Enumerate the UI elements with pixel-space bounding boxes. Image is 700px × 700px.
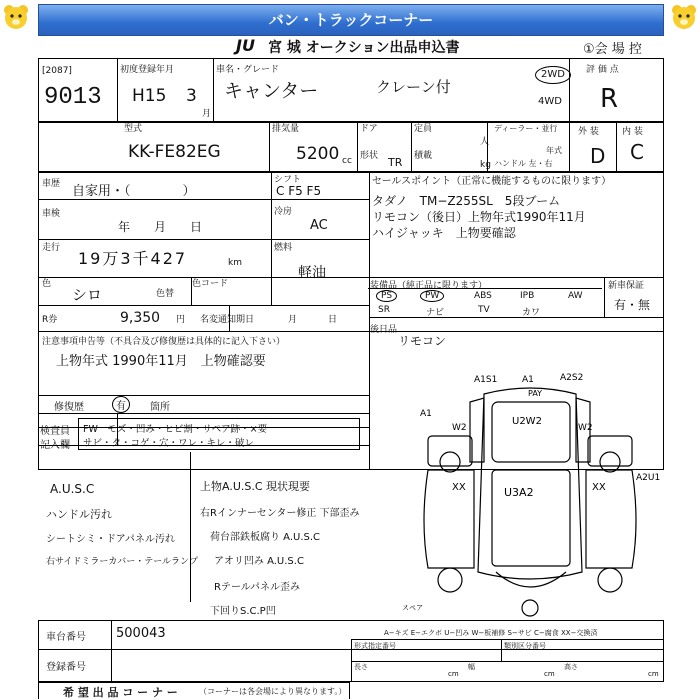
handle-label: ハンドル 左・右	[494, 159, 553, 168]
recycle-unit: 円	[176, 315, 186, 325]
remark-left: ハンドル汚れ	[46, 508, 112, 521]
diagram-mark: U3A2	[504, 486, 534, 499]
inspection-value: 年 月 日	[118, 220, 203, 234]
height-unit: cm	[648, 670, 659, 678]
aircon-label: 冷房	[274, 207, 293, 217]
history-label: 車歴	[42, 179, 61, 189]
diagram-mark: A2U1	[636, 473, 661, 483]
class-number-label: 類別区分番号	[504, 642, 546, 650]
remarks-divider	[190, 452, 191, 602]
interior-label: 内 装	[622, 127, 643, 137]
displacement-value: 5200	[296, 144, 340, 164]
shift-label: シフト	[274, 175, 302, 185]
diagram-mark: W2	[452, 423, 467, 433]
diagram-mark: U2W2	[512, 416, 542, 427]
drive-2wd: 2WD	[535, 66, 571, 84]
first-reg-month: 3	[186, 86, 197, 106]
fuel-label: 燃料	[274, 243, 293, 253]
displacement-label: 排気量	[272, 124, 300, 134]
width-unit: cm	[544, 670, 555, 678]
chassis-number: 500043	[116, 626, 166, 641]
dealer-label: ディーラー・並行	[494, 124, 558, 133]
repair-label: 修復歴	[54, 402, 84, 413]
equipment-grid	[368, 288, 602, 319]
sales-point-line: ハイジャッキ 上物要確認	[372, 226, 516, 240]
equipment-abs: ABS	[474, 291, 492, 301]
mileage-label: 走行	[42, 243, 61, 253]
later-items-value: リモコン	[398, 334, 447, 348]
vehicle-name: キャンター	[224, 80, 319, 102]
capacity-label: 定員	[414, 124, 433, 134]
equipment-ipb: IPB	[520, 291, 535, 301]
shape-value: TR	[388, 156, 403, 169]
length-unit: cm	[448, 670, 459, 678]
inspection-row2: サビ・タ・コゲ・穴・ワレ・キレ・破レ	[83, 438, 254, 449]
year-label: 年式	[546, 146, 562, 155]
sales-points-label: セールスポイント（正常に機能するものに限ります）	[372, 176, 612, 187]
corner-banner: バン・トラックコーナー	[38, 4, 664, 36]
inspection-label: 車検	[42, 209, 61, 219]
first-reg-label: 初度登録年月	[120, 65, 175, 75]
remark-left: 右サイドミラーカバー・テールランプ	[46, 557, 199, 567]
equipment-navi: ナビ	[426, 308, 445, 318]
exterior-label: 外 装	[578, 127, 599, 137]
diagram-mark: A2S2	[560, 373, 584, 383]
vehicle-damage-diagram	[400, 372, 672, 620]
tone-label: 色替	[156, 289, 175, 299]
displacement-unit: cc	[342, 156, 352, 166]
auction-title: 宮 城 オークション出品申込書	[268, 40, 460, 56]
fuel-value: 軽油	[298, 265, 326, 281]
inspection-grid	[78, 418, 360, 450]
tax-month: 月	[288, 315, 298, 325]
ju-logo: JU	[236, 36, 255, 55]
tax-day: 日	[328, 315, 338, 325]
notes-label: 注意事項申告等（不具合及び修復歴は具体的に記入下さい）	[42, 337, 286, 347]
model-value: KK-FE82EG	[128, 142, 221, 162]
lot-number: 9013	[44, 84, 102, 111]
footer-box	[38, 682, 350, 699]
tax-label: 名変通知期日	[200, 315, 255, 325]
sales-point-line: リモコン（後日）上物年式1990年11月	[372, 210, 586, 224]
equipment-sr: SR	[378, 305, 390, 315]
capacity-unit: 人	[480, 137, 490, 147]
remark-right: 上物A.U.S.C 現状現要	[200, 480, 311, 493]
copy-label: ①会 場 控	[583, 42, 642, 57]
width-label: 幅	[468, 663, 475, 671]
recorder-label: 記入欄	[40, 440, 70, 451]
code-label: [2087]	[42, 66, 72, 76]
name-label: 車名・グレード	[216, 65, 280, 75]
month-unit: 月	[202, 109, 212, 119]
equipment-aw: AW	[568, 291, 583, 301]
diagram-mark: A1	[522, 375, 534, 385]
length-label: 長さ	[354, 663, 368, 671]
color-label: 色	[42, 279, 52, 289]
color-value: シロ	[72, 286, 103, 304]
repair-places: 箇所	[150, 402, 170, 413]
diagram-mark: A1	[420, 409, 432, 419]
equipment-pw: PW	[420, 290, 444, 302]
equipment-leather: カワ	[522, 308, 541, 318]
inspector-label: 検査員	[40, 426, 70, 437]
chassis-label: 車台番号	[46, 632, 86, 643]
left-bear-logo	[2, 3, 30, 35]
height-label: 高さ	[564, 663, 578, 671]
equipment-tv: TV	[478, 305, 490, 315]
diagram-mark: W2	[578, 423, 593, 433]
repair-value: 有	[112, 396, 130, 413]
diagram-mark: PAY	[528, 389, 543, 398]
eval-label: 評 価 点	[586, 65, 619, 75]
load-label: 積載	[414, 151, 433, 161]
first-reg-era: H15	[132, 86, 167, 106]
remark-right: アオリ凹み A.U.S.C	[214, 556, 304, 567]
mileage-value: 19万3千427	[78, 249, 188, 268]
recycle-label: R券	[42, 315, 58, 325]
remark-left: A.U.S.C	[50, 482, 95, 496]
drive-4wd: 4WD	[538, 96, 562, 107]
diagram-mark: XX	[452, 482, 466, 493]
door-label: ドア	[360, 124, 378, 134]
footer-title: 希 望 出 品 コ ー ナ ー	[63, 686, 178, 699]
load-unit: kg	[480, 160, 491, 170]
model-label: 型式	[124, 124, 143, 134]
exterior-grade: D	[590, 144, 606, 168]
remark-right: 荷台部鉄板腐り A.U.S.C	[210, 532, 321, 543]
notes-text: 上物年式 1990年11月 上物確認要	[56, 354, 266, 369]
damage-legend: A−キズ E−エクボ U−凹み W−板補修 S−サビ C−腐食 XX−交換済	[384, 629, 598, 637]
eval-score: R	[600, 84, 619, 114]
remark-right: 右Rインナーセンター修正 下部歪み	[200, 508, 360, 519]
equipment-label: 装備品（純正品に限ります）	[370, 281, 488, 291]
diagram-mark: スペア	[402, 604, 423, 612]
new-used-value: 有・無	[614, 298, 651, 312]
remark-right: 下回りS.C.P凹	[210, 606, 276, 617]
inspection-row1: FW モズ・凹み・ヒビ割・リペア跡・×要	[83, 424, 268, 435]
registration-label: 登録番号	[46, 662, 86, 673]
new-used-label: 新車保証	[608, 281, 645, 291]
shift-value: C F5 F5	[276, 184, 322, 198]
vehicle-grade: クレーン付	[376, 78, 451, 96]
footer-note: （コーナーは各会場により異なります。）	[199, 687, 347, 696]
equipment-ps: PS	[376, 290, 397, 302]
interior-grade: C	[630, 140, 644, 164]
recycle-amount: 9,350	[120, 310, 161, 326]
remark-left: シートシミ・ドアパネル汚れ	[46, 534, 175, 545]
later-items-label: 後日品	[370, 325, 398, 335]
right-bear-logo	[670, 3, 698, 35]
mileage-unit: km	[228, 258, 242, 268]
diagram-mark: XX	[592, 482, 606, 493]
color-code-label: 色コード	[192, 279, 229, 289]
shape-label: 形状	[360, 151, 379, 161]
diagram-mark: A1S1	[474, 375, 498, 385]
aircon-value: AC	[310, 218, 328, 233]
sales-point-line: タダノ TM−Z255SL 5段ブーム	[372, 194, 561, 208]
type-designation-label: 形式指定番号	[354, 642, 396, 650]
history-value: 自家用・（ ）	[72, 184, 196, 199]
remark-right: Rテールパネル歪み	[214, 582, 301, 593]
